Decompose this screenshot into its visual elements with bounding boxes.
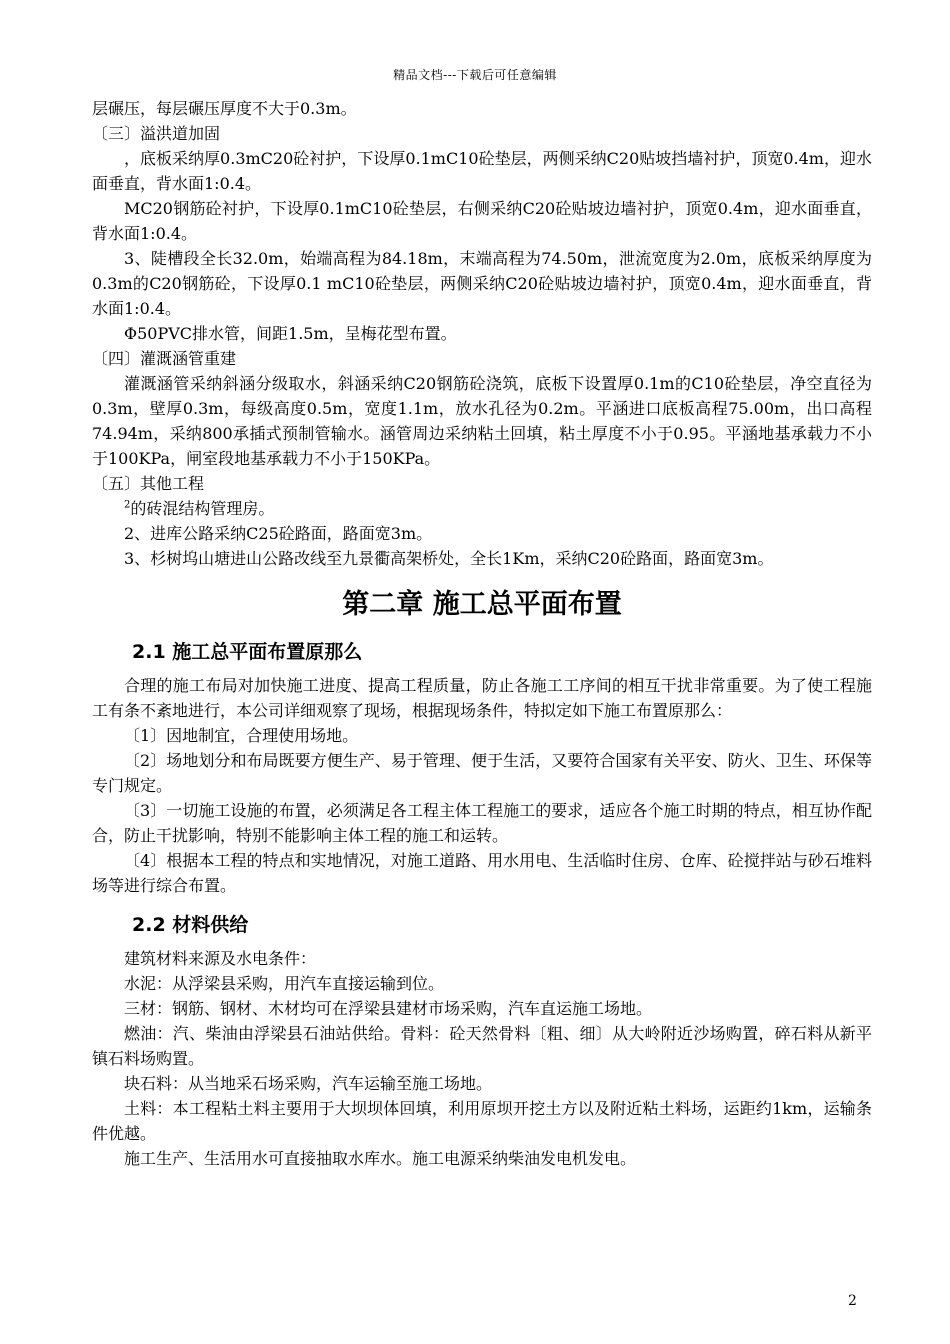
paragraph: MC20钢筋砼衬护，下设厚0.1mC10砼垫层，右侧采纳C20砼贴坡边墙衬护，顶宽0.4m，迎水面垂直，背水面1:0.4。 [92, 199, 872, 243]
paragraph: 水泥：从浮梁县采购，用汽车直接运输到位。 [124, 974, 445, 993]
paragraph: 〔1〕因地制宜，合理使用场地。 [124, 726, 359, 745]
chapter-title: 第二章 施工总平面布置 [342, 589, 622, 620]
paragraph: 〔四〕灌溉涵管重建 [92, 349, 237, 368]
paragraph: 土料：本工程粘土料主要用于大坝坝体回填，利用原坝开挖土方以及附近粘土料场，运距约1km，运输条件优越。 [92, 1099, 872, 1143]
paragraph: 燃油：汽、柴油由浮梁县石油站供给。骨料：砼天然骨料〔粗、细〕从大岭附近沙场购置，碎石料从新平镇石料场购置。 [92, 1024, 872, 1068]
paragraph: 〔三〕溢洪道加固 [92, 124, 221, 143]
paragraph: 层碾压，每层碾压厚度不大于0.3m。 [92, 99, 357, 118]
superscript: 2 [124, 499, 131, 511]
section-heading: 2.2 材料供给 [132, 914, 249, 936]
paragraph: 3、杉树坞山塘进山公路改线至九景衢高架桥处，全长1Km，采纳C20砼路面，路面宽3m。 [124, 549, 774, 568]
paragraph: 〔2〕场地划分和布局既要方便生产、易于管理、便于生活，又要符合国家有关平安、防火、卫生、环保等专门规定。 [92, 751, 872, 795]
paragraph: 施工生产、生活用水可直接抽取水库水。施工电源采纳柴油发电机发电。 [124, 1149, 637, 1168]
paragraph [92, 496, 872, 521]
paragraph: 〔3〕一切施工设施的布置，必须满足各工程主体工程施工的要求，适应各个施工时期的特点，相互协作配合，防止干扰影响，特别不能影响主体工程的施工和运转。 [92, 801, 872, 845]
paragraph: 2、进库公路采纳C25砼路面，路面宽3m。 [124, 524, 433, 543]
paragraph: 建筑材料来源及水电条件： [124, 949, 317, 968]
paragraph: 〔4〕根据本工程的特点和实地情况，对施工道路、用水用电、生活临时住房、仓库、砼搅拌站与砂石堆料场等进行综合布置。 [92, 851, 872, 895]
paragraph: 合理的施工布局对加快施工进度、提高工程质量，防止各施工工序间的相互干扰非常重要。为了使工程施工有条不紊地进行，本公司详细观察了现场，根据现场条件，特拟定如下施工布置原那么： [92, 676, 872, 720]
paragraph: 三材：钢筋、钢材、木材均可在浮梁县建材市场采购，汽车直运施工场地。 [124, 999, 653, 1018]
paragraph: 〔五〕其他工程 [92, 474, 205, 493]
document-body [92, 96, 872, 1171]
paragraph: 块石料：从当地采石场采购，汽车运输至施工场地。 [124, 1074, 493, 1093]
paragraph-text: 的砖混结构管理房。 [130, 499, 275, 518]
paragraph: ，底板采纳厚0.3mC20砼衬护，下设厚0.1mC10砼垫层，两侧采纳C20贴坡挡墙衬护，顶宽0.4m，迎水面垂直，背水面1:0.4。 [92, 149, 872, 193]
page-header: 精品文档---下载后可任意编辑 [393, 68, 557, 82]
paragraph: 灌溉涵管采纳斜涵分级取水，斜涵采纳C20钢筋砼浇筑，底板下设置厚0.1m的C10砼垫层，净空直径为0.3m，壁厚0.3m，每级高度0.5m，宽度1.1m，放水孔径为0.2m。平涵进口底板高程75.00m，出口高程74.94m，采纳800承插式预制管输水。涵管周边采纳粘土回填，粘土厚度不小于0.95。平涵地基承载力不小于100KPa，闸室段地基承载力不小于150KPa。 [92, 374, 872, 468]
paragraph: 3、陡槽段全长32.0m，始端高程为84.18m，末端高程为74.50m，泄流宽度为2.0m，底板采纳厚度为0.3m的C20钢筋砼，下设厚0.1 mC10砼垫层，两侧采纳C20砼贴坡边墙衬护，顶宽0.4m，迎水面垂直，背水面1:0.4。 [92, 249, 872, 318]
paragraph: Φ50PVC排水管，间距1.5m，呈梅花型布置。 [124, 324, 457, 343]
page-number: 2 [848, 1293, 857, 1309]
section-heading: 2.1 施工总平面布置原那么 [132, 641, 363, 663]
